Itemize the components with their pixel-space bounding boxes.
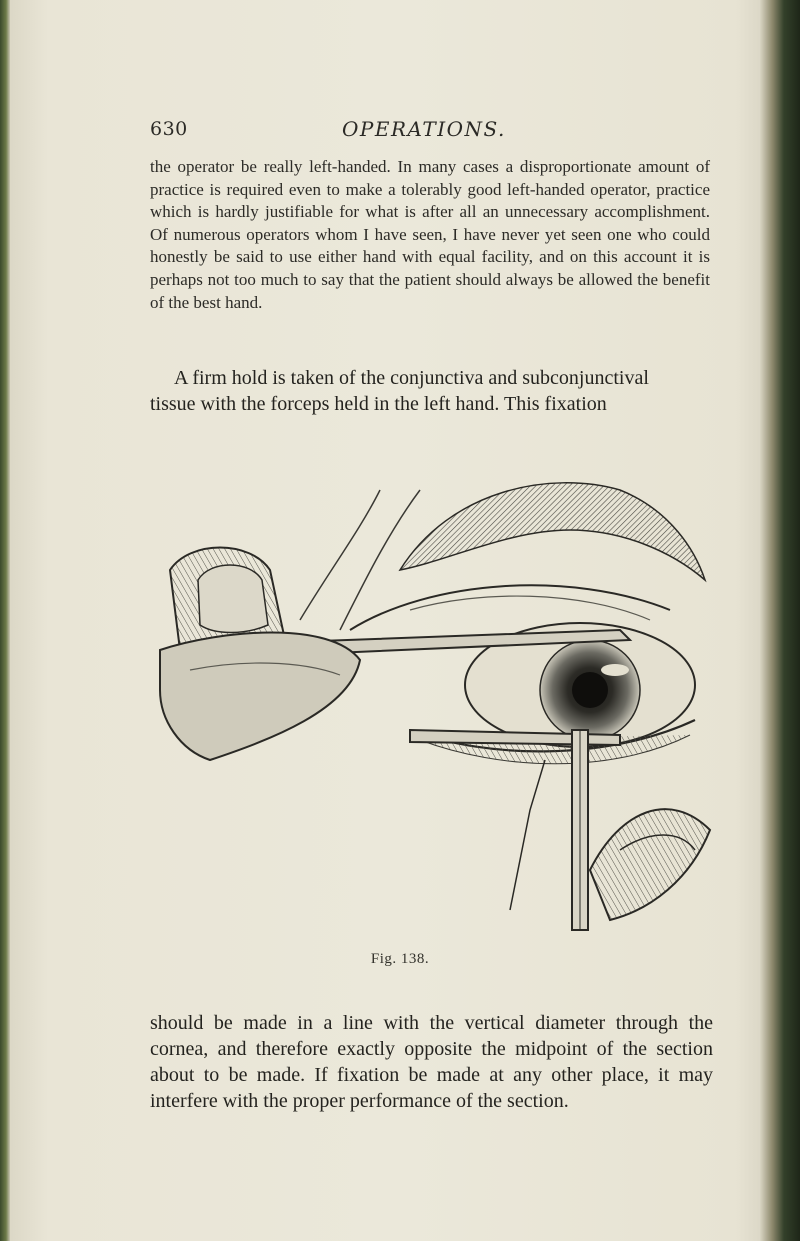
paragraph-line: tissue with the forceps held in the left hand. This fixation [150,393,607,415]
paragraph-left-handed-operator: the operator be really left-handed. In many cases a disproportionate amount of practice is required even to make a tolerably good left-handed operator, practice which is hardly justifiable for what is after all an unnecessary accomplishment. Of numerous operators whom I have seen, I have never yet seen one who could honestly be said to use either hand with equal facility, and on this account it is perhaps not too much to say that the patient should always be allowed the benefit of the best hand. [150,157,710,312]
paragraph-line: A firm hold is taken of the conjunctiva and subconjunctival [174,367,649,389]
page-number: 630 [150,118,188,140]
finger-right-shape [590,809,710,920]
running-title: OPERATIONS. [342,117,506,141]
paragraph-firm-hold [150,365,714,417]
thumbnail-shape [198,565,268,633]
binding-edge-left [0,0,10,1241]
page-header [150,118,710,148]
figure-caption: Fig. 138. [370,951,430,967]
eyebrow-shape [400,483,705,580]
upper-eyelid-line [350,585,670,630]
figure-eye-operation [150,430,720,940]
binding-edge-right [760,0,800,1241]
eye-forceps-illustration [150,430,720,940]
finger-index-shape [160,633,360,761]
paragraph-fixation-line: should be made in a line with the vertical diameter through the cornea, and therefore exactly opposite the midpoint of the section about to be made. If fixation be made at any other place, it may interfere with the proper performance of the section. [150,1012,713,1112]
knife-line [510,760,545,910]
